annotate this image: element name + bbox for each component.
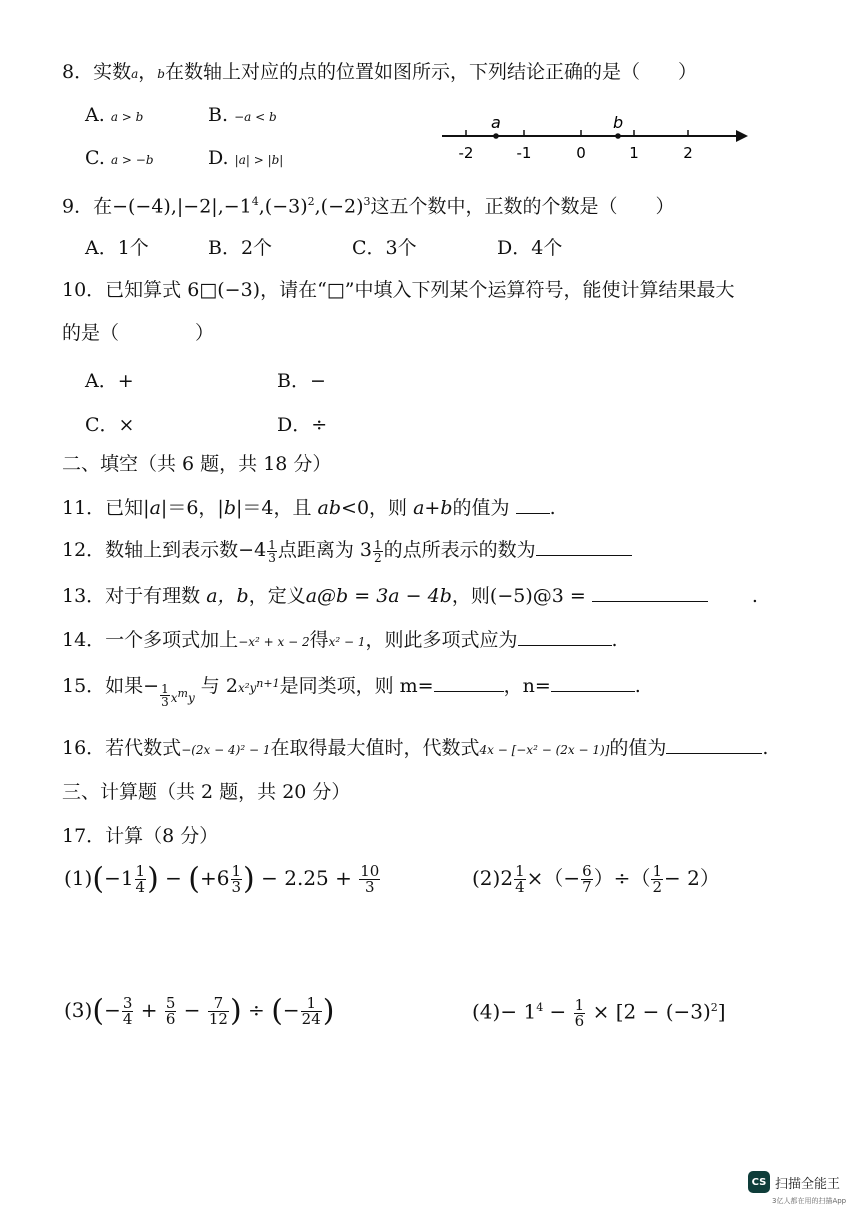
tick-label-2: 2 <box>683 144 693 162</box>
q11-blank <box>516 513 550 514</box>
q9-option-b: B．2个 <box>208 237 273 259</box>
q15: 15．如果− $\frac{1}{3}$ $_{x^my}$ 与 $2x^2y^{n+1}$是同类项，则 m= ，n= . <box>62 675 641 709</box>
q13-blank <box>592 601 708 602</box>
q15-blank-n <box>551 691 635 692</box>
tick-label-neg1: -1 <box>516 144 532 162</box>
point-a <box>493 133 499 139</box>
q8-stem: 8．实数a，b在数轴上对应的点的位置如图所示，下列结论正确的是（ ） <box>62 61 697 83</box>
number-line <box>436 112 756 172</box>
q17-part-1: (1)(−1 $\frac{1}{4}$ ) − (+6 $\frac{1}{3}$ ) − 2.25 + $\frac{10}{3}$ <box>64 861 380 897</box>
q8-option-d: D. |a| > |b| <box>208 147 284 169</box>
q9-option-a: A．1个 <box>85 237 149 259</box>
camscanner-tagline: 3亿人都在用的扫描App <box>772 1197 847 1205</box>
section-3-heading: 三、计算题（共 2 题，共 20 分） <box>62 781 351 803</box>
q10-option-c: C．× <box>85 414 135 436</box>
q17-part-4: $(4)- 1^4$ − $\frac{1}{6}$ × $[2 - (-3)^2]$ <box>472 995 726 1030</box>
q14-blank <box>518 645 612 646</box>
q10-option-b: B．− <box>277 370 326 392</box>
q14: 14．一个多项式加上−x² + x − 2得x² − 1，则此多项式应为 . <box>62 629 618 651</box>
q16-blank <box>666 753 762 754</box>
q10-line1: 10．已知算式 6□(−3)，请在“□”中填入下列某个运算符号，能使计算结果最大 <box>62 279 735 301</box>
q12: 12．数轴上到表示数−4 $\frac{1}{3}$ 点距离为 3 $\frac{1}{2}$ 的点所表示的数为 <box>62 538 632 564</box>
q10-option-d: D．÷ <box>277 414 328 436</box>
q8-option-a: A. a > b <box>85 104 144 126</box>
tick-label-neg2: -2 <box>458 144 474 162</box>
q8-option-b: B. −a < b <box>208 104 277 126</box>
q9-option-d: D．4个 <box>497 237 563 259</box>
q9-option-c: C．3个 <box>352 237 417 259</box>
q13: 13．对于有理数 a，b，定义a@b = 3a − 4b，则(−5)@3 = . <box>62 585 758 607</box>
q8-option-c: C. a > −b <box>85 147 154 169</box>
q10-option-a: A．+ <box>85 370 134 392</box>
q17-title: 17．计算（8 分） <box>62 825 219 847</box>
q10-line2: 的是（ ） <box>62 322 215 344</box>
q17-part-3: (3)(− $\frac{3}{4}$ + $\frac{5}{6}$ − $\frac{7}{12}$ ) ÷ (− $\frac{1}{24}$ ) <box>64 993 335 1029</box>
q16: 16．若代数式−(2x − 4)² − 1在取得最大值时，代数式4x − [−x² − (2x − 1)]的值为 . <box>62 737 769 759</box>
q17-part-2: (2)2 $\frac{1}{4}$ ×（− $\frac{6}{7}$ ）÷（ $\frac{1}{2}$ − 2） <box>472 862 720 896</box>
camscanner-watermark <box>748 1171 840 1193</box>
camscanner-name: 扫描全能王 <box>775 1176 841 1192</box>
point-b <box>615 133 621 139</box>
q9-stem: 9．在$-(-4),|-2|,-1^4,(-3)^2,(-2)^3$这五个数中，正数的个数是（ ） <box>62 195 675 218</box>
tick-label-1: 1 <box>629 144 639 162</box>
q11: 11．已知|a|＝6，|b|＝4，且 ab<0，则 a+b的值为 . <box>62 497 556 519</box>
tick-label-0: 0 <box>576 144 586 162</box>
section-2-heading: 二、填空（共 6 题，共 18 分） <box>62 453 332 475</box>
q15-blank-m <box>434 691 504 692</box>
q12-blank <box>536 555 632 556</box>
point-a-label: a <box>491 113 501 132</box>
point-b-label: b <box>613 113 624 132</box>
camscanner-logo-icon: CS <box>748 1171 770 1193</box>
